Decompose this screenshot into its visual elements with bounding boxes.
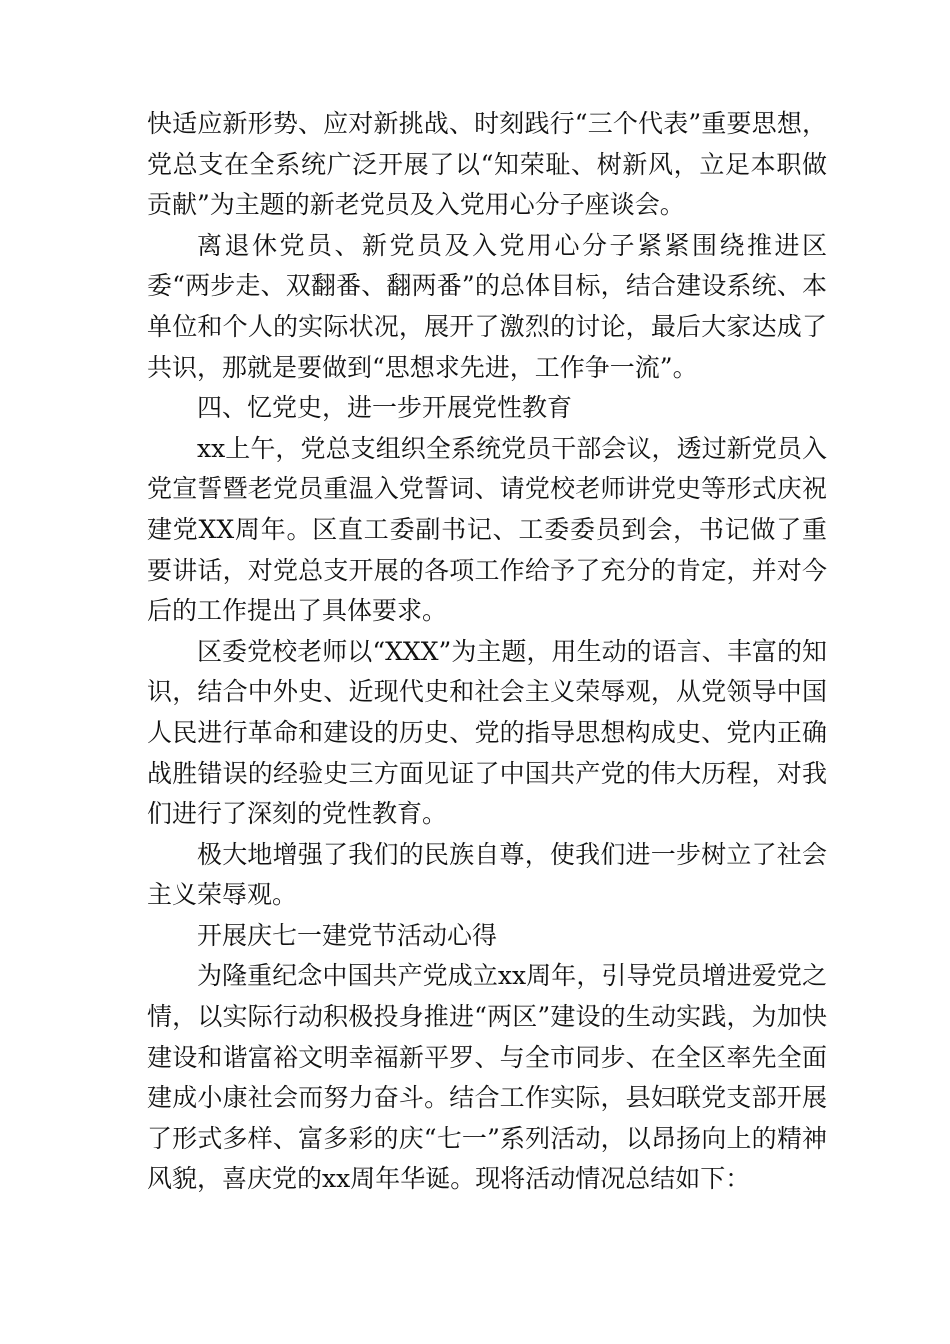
paragraph-party-meeting: xx上午，党总支组织全系统党员干部会议，透过新党员入党宣誓暨老党员重温入党誓词、请党校老师讲党史等形式庆祝建党XX周年。区直工委副书记、工委委员到会，书记做了重要讲话，对党总支开展的各项工作给予了充分的肯定，并对今后的工作提出了具体要求。 — [147, 433, 827, 626]
section-heading-party-history: 四、忆党史，进一步开展党性教育 — [197, 393, 573, 423]
paragraph-continuation: 快适应新形势、应对新挑战、时刻践行“三个代表”重要思想，党总支在全系统广泛开展了以“知荣耻、树新风，立足本职做贡献”为主题的新老党员及入党用心分子座谈会。 — [147, 109, 827, 220]
document-body — [147, 104, 827, 1200]
paragraph-retirees-discussion: 离退休党员、新党员及入党用心分子紧紧围绕推进区委“两步走、双翻番、翻两番”的总体目标，结合建设系统、本单位和个人的实际状况，展开了激烈的讨论，最后大家达成了共识，那就是要做到“思想求先进，工作争一流”。 — [147, 230, 827, 382]
paragraph-national-pride: 极大地增强了我们的民族自尊，使我们进一步树立了社会主义荣辱观。 — [147, 839, 827, 910]
paragraph-anniversary-activities: 为隆重纪念中国共产党成立xx周年，引导党员增进爱党之情，以实际行动积极投身推进“两区”建设的生动实践，为加快建设和谐富裕文明幸福新平罗、与全市同步、在全区率先全面建成小康社会而努力奋斗。结合工作实际，县妇联党支部开展了形式多样、富多彩的庆“七一”系列活动，以昂扬向上的精神风貌，喜庆党的xx周年华诞。现将活动情况总结如下： — [147, 961, 827, 1194]
paragraph-party-school-lecture: 区委党校老师以“XXX”为主题，用生动的语言、丰富的知识，结合中外史、近现代史和社会主义荣辱观，从党领导中国人民进行革命和建设的历史、党的指导思想构成史、党内正确战胜错误的经验史三方面见证了中国共产党的伟大历程，对我们进行了深刻的党性教育。 — [147, 636, 827, 829]
article-title-july-first: 开展庆七一建党节活动心得 — [197, 920, 498, 950]
